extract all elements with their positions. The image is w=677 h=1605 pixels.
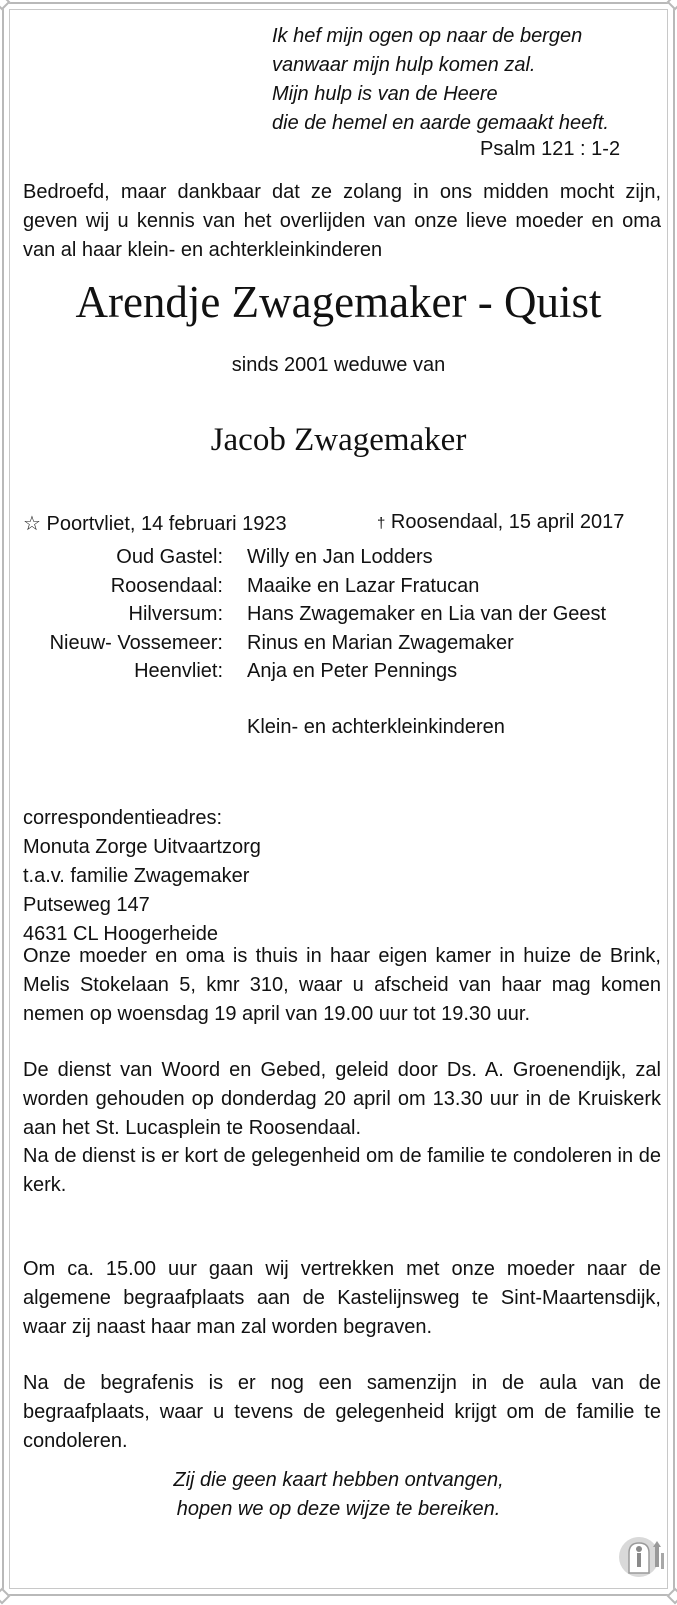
gathering-paragraph: Na de begrafenis is er nog een samenzijn in de aula van de begraafplaats, waar u tevens de gelegenheid krijgt om de familie te condoleren. xyxy=(23,1372,661,1452)
death-info xyxy=(377,511,624,534)
family-place: Nieuw- Vossemeer: xyxy=(49,632,223,654)
psalm-line: die de hemel en aarde gemaakt heeft. xyxy=(272,112,609,134)
death-text: Roosendaal, 15 april 2017 xyxy=(390,511,625,533)
grandchildren-line: Klein- en achterkleinkinderen xyxy=(247,716,505,738)
cross-icon: † xyxy=(377,515,386,532)
address-line: t.a.v. familie Zwagemaker xyxy=(23,865,250,887)
closing-line: Zij die geen kaart hebben ontvangen, xyxy=(173,1469,504,1491)
family-names: Willy en Jan Lodders xyxy=(247,546,433,568)
family-place: Roosendaal: xyxy=(110,575,223,597)
correspondence-address xyxy=(23,804,261,949)
psalm-line: Ik hef mijn ogen op naar de bergen xyxy=(272,25,583,47)
family-names: Rinus en Marian Zwagemaker xyxy=(247,632,514,654)
family-place: Heenvliet: xyxy=(134,660,223,682)
address-line: Putseweg 147 xyxy=(23,894,150,916)
viewing-paragraph: Onze moeder en oma is thuis in haar eigen kamer in huize de Brink, Melis Stokelaan 5, kmr 310, waar u afscheid van haar mag komen nemen op woensdag 19 april van 19.00 uur tot 19.30 uur. xyxy=(23,945,661,1025)
address-line: 4631 CL Hoogerheide xyxy=(23,923,218,945)
family-names: Maaike en Lazar Fratucan xyxy=(247,575,480,597)
family-place: Oud Gastel: xyxy=(116,546,223,568)
family-names: Hans Zwagemaker en Lia van der Geest xyxy=(247,603,607,625)
deceased-name: Arendje Zwagemaker - Quist xyxy=(75,277,602,327)
closing-note xyxy=(0,1466,677,1524)
address-label: correspondentieadres: xyxy=(23,807,223,829)
family-place: Hilversum: xyxy=(128,603,223,625)
spouse-name: Jacob Zwagemaker xyxy=(210,422,467,458)
intro-text: Bedroefd, maar dankbaar dat ze zolang in ons midden mocht zijn, geven wij u kennis van het overlijden van onze lieve moeder en oma van al haar klein- en achterkleinkinderen xyxy=(23,181,661,261)
condolence-paragraph: Na de dienst is er kort de gelegenheid om de familie te condoleren in de kerk. xyxy=(23,1145,661,1196)
family-names: Anja en Peter Pennings xyxy=(247,660,458,682)
widow-line: sinds 2001 weduwe van xyxy=(231,354,446,376)
burial-paragraph: Om ca. 15.00 uur gaan wij vertrekken met onze moeder naar de algemene begraafplaats aan de Kastelijnsweg te Sint-Maartensdijk, waar zij naast haar man zal worden begraven. xyxy=(23,1258,661,1338)
psalm-quote xyxy=(272,22,609,138)
address-line: Monuta Zorge Uitvaartzorg xyxy=(23,836,261,858)
psalm-reference: Psalm 121 : 1-2 xyxy=(480,138,621,160)
psalm-line: Mijn hulp is van de Heere xyxy=(272,83,498,105)
birth-info xyxy=(23,511,287,536)
psalm-line: vanwaar mijn hulp komen zal. xyxy=(272,54,536,76)
service-paragraph: De dienst van Woord en Gebed, geleid door Ds. A. Groenendijk, zal worden gehouden op donderdag 20 april om 13.30 uur in de Kruiskerk aan het St. Lucasplein te Roosendaal. xyxy=(23,1059,661,1139)
closing-line: hopen we op deze wijze te bereiken. xyxy=(176,1498,501,1520)
birth-text: Poortvliet, 14 februari 1923 xyxy=(46,513,287,535)
star-icon: ☆ xyxy=(23,513,41,535)
memorial-logo-icon xyxy=(617,1527,673,1583)
